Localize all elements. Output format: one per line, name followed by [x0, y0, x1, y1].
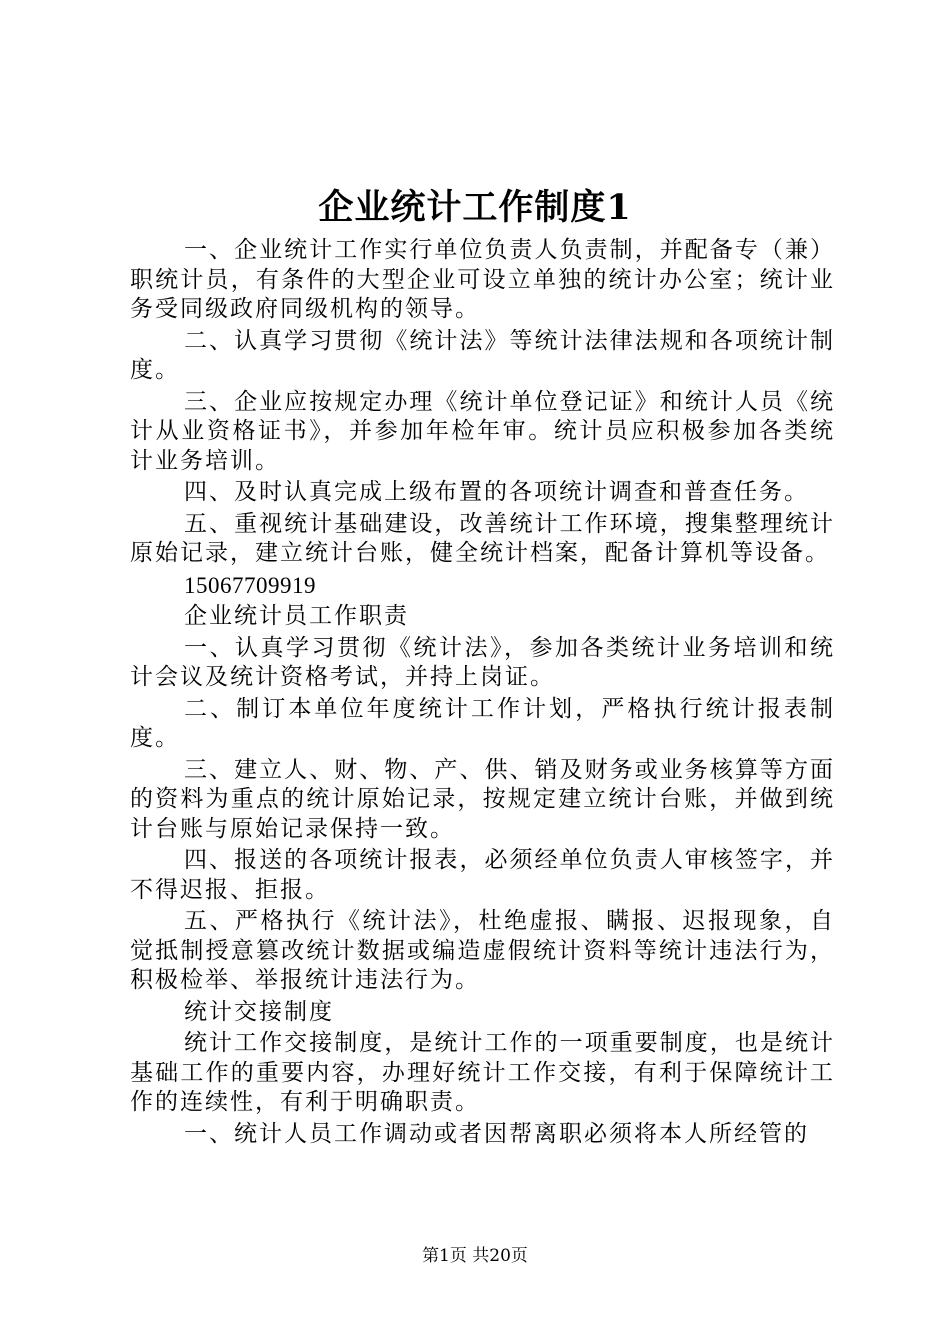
paragraph: 二、认真学习贯彻《统计法》等统计法律法规和各项统计制度。: [130, 327, 835, 383]
paragraph: 统计工作交接制度，是统计工作的一项重要制度，也是统计基础工作的重要内容，办理好统计工作交接，有利于保障统计工作的连续性，有利于明确职责。: [130, 1030, 835, 1115]
section-heading: 统计交接制度: [184, 998, 334, 1025]
document-body: [130, 236, 835, 1151]
paragraph: 一、企业统计工作实行单位负责人负责制，并配备专（兼）职统计员，有条件的大型企业可设立单独的统计办公室；统计业务受同级政府同级机构的领导。: [130, 237, 835, 322]
page-number-footer: 第1页 共20页: [422, 1246, 528, 1266]
section-heading: 企业统计员工作职责: [184, 603, 409, 629]
paragraph: 四、及时认真完成上级布置的各项统计调查和普查任务。: [184, 479, 809, 505]
paragraph: 二、制订本单位年度统计工作计划，严格执行统计报表制度。: [130, 695, 835, 751]
paragraph: 五、严格执行《统计法》，杜绝虚报、瞒报、迟报现象，自觉抵制授意篡改统计数据或编造虚假统计资料等统计违法行为，积极检举、举报统计违法行为。: [130, 908, 835, 993]
paragraph: 一、统计人员工作调动或者因帮离职必须将本人所经管的: [184, 1120, 809, 1147]
paragraph: 五、重视统计基础建设，改善统计工作环境，搜集整理统计原始记录，建立统计台账，健全统计档案，配备计算机等设备。: [130, 510, 835, 566]
document-title: 企业统计工作制度1: [318, 187, 632, 228]
paragraph: 四、报送的各项统计报表，必须经单位负责人审核签字，并不得迟报、拒报。: [130, 847, 835, 903]
paragraph: 三、企业应按规定办理《统计单位登记证》和统计人员《统计从业资格证书》，并参加年检年审。统计员应积极参加各类统计业务培训。: [130, 388, 835, 474]
paragraph: 一、认真学习贯彻《统计法》，参加各类统计业务培训和统计会议及统计资格考试，并持上岗证。: [130, 634, 835, 690]
phone-number: 15067709919: [184, 572, 316, 598]
paragraph: 三、建立人、财、物、产、供、销及财务或业务核算等方面的资料为重点的统计原始记录，按规定建立统计台账，并做到统计台账与原始记录保持一致。: [130, 756, 835, 842]
